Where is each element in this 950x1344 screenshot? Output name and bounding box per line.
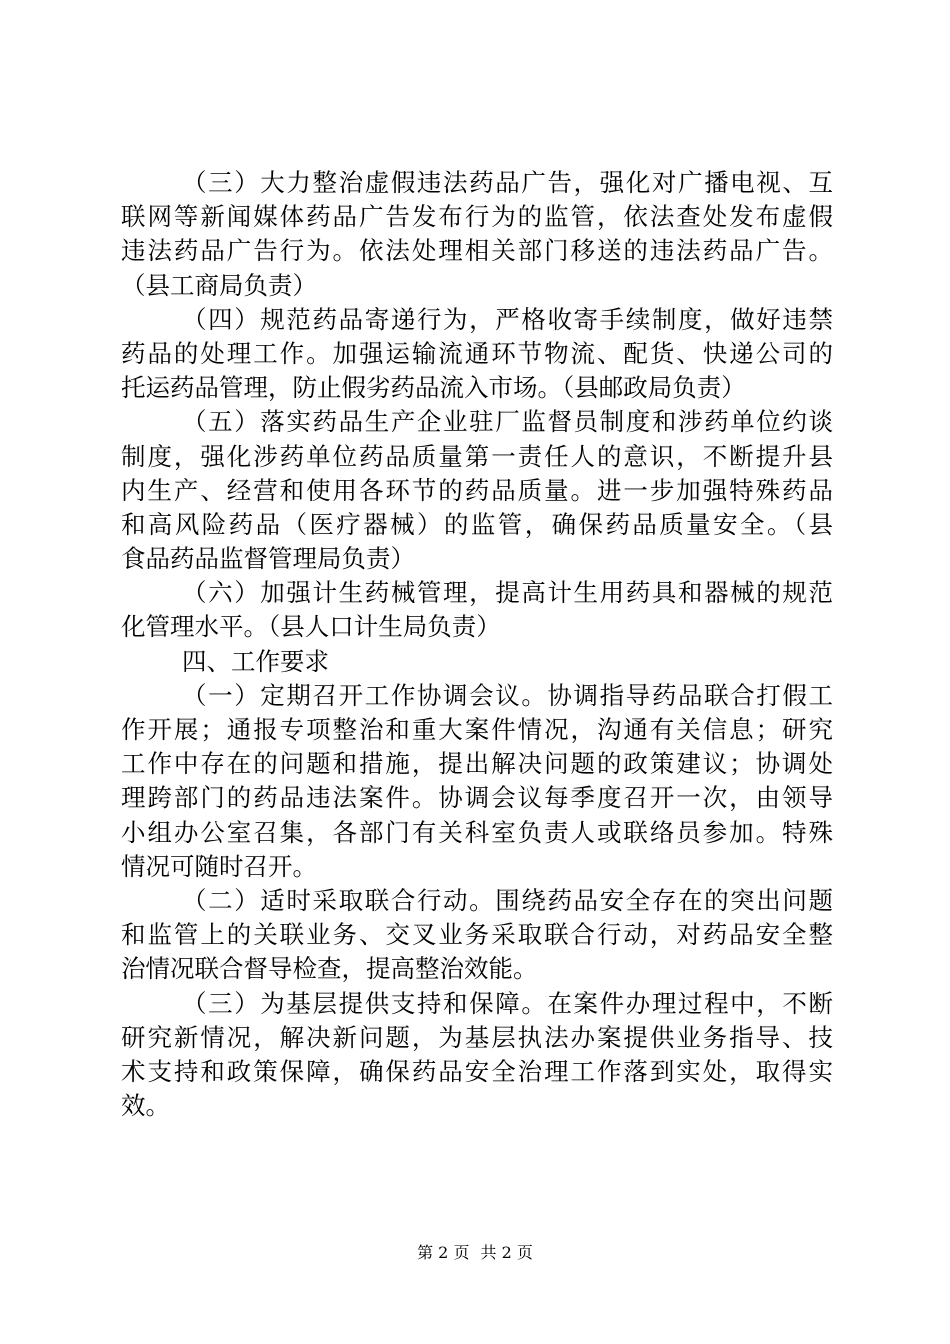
text-line: （二）适时采取联合行动。围绕药品安全存在的突出问题 [182,885,833,915]
text-line: 联网等新闻媒体药品广告发布行为的监管，依法查处发布虚假 [121,202,833,232]
text-line: （一）定期召开工作协调会议。协调指导药品联合打假工 [182,680,833,710]
text-line: 和监管上的关联业务、交叉业务采取联合行动，对药品安全整 [121,920,833,950]
text-line: 效。 [121,1091,170,1121]
text-line: 食品药品监督管理局负责） [121,544,415,574]
text-line: 化管理水平。（县人口计生局负责） [121,612,501,642]
page-number: 第 2 页 [417,1243,470,1262]
text-line: （三）为基层提供支持和保障。在案件办理过程中，不断 [182,988,833,1018]
text-line: 和高风险药品（医疗器械）的监管，确保药品质量安全。（县 [121,509,833,539]
text-line: 四、工作要求 [182,646,329,676]
page-total: 共 2 页 [480,1243,533,1262]
text-line: 小组办公室召集，各部门有关科室负责人或联络员参加。特殊 [121,817,833,847]
text-line: 治情况联合督导检查，提高整治效能。 [121,954,538,984]
text-line: （六）加强计生药械管理，提高计生用药具和器械的规范 [182,578,833,608]
text-line: （五）落实药品生产企业驻厂监督员制度和涉药单位约谈 [182,407,833,437]
text-line: 药品的处理工作。加强运输流通环节物流、配货、快递公司的 [121,338,833,368]
text-line: （三）大力整治虚假违法药品广告，强化对广播电视、互 [182,168,833,197]
text-line: 内生产、经营和使用各环节的药品质量。进一步加强特殊药品 [121,475,833,505]
text-line: （县工商局负责） [121,270,317,300]
text-line: 研究新情况，解决新问题，为基层执法办案提供业务指导、技 [121,1022,833,1052]
text-line: 理跨部门的药品违法案件。协调会议每季度召开一次，由领导 [121,783,833,813]
text-line: 制度，强化涉药单位药品质量第一责任人的意识，不断提升县 [121,441,833,471]
text-line: 工作中存在的问题和措施，提出解决问题的政策建议；协调处 [121,749,833,779]
text-line: 违法药品广告行为。依法处理相关部门移送的违法药品广告。 [121,236,833,266]
text-line: （四）规范药品寄递行为，严格收寄手续制度，做好违禁 [182,304,833,334]
text-line: 作开展；通报专项整治和重大案件情况，沟通有关信息；研究 [121,715,833,744]
text-line: 术支持和政策保障，确保药品安全治理工作落到实处，取得实 [121,1056,833,1086]
document-body [121,166,833,1123]
text-line: 情况可随时召开。 [121,851,317,881]
text-line: 托运药品管理，防止假劣药品流入市场。（县邮政局负责） [121,373,746,403]
page-footer [0,1242,950,1264]
